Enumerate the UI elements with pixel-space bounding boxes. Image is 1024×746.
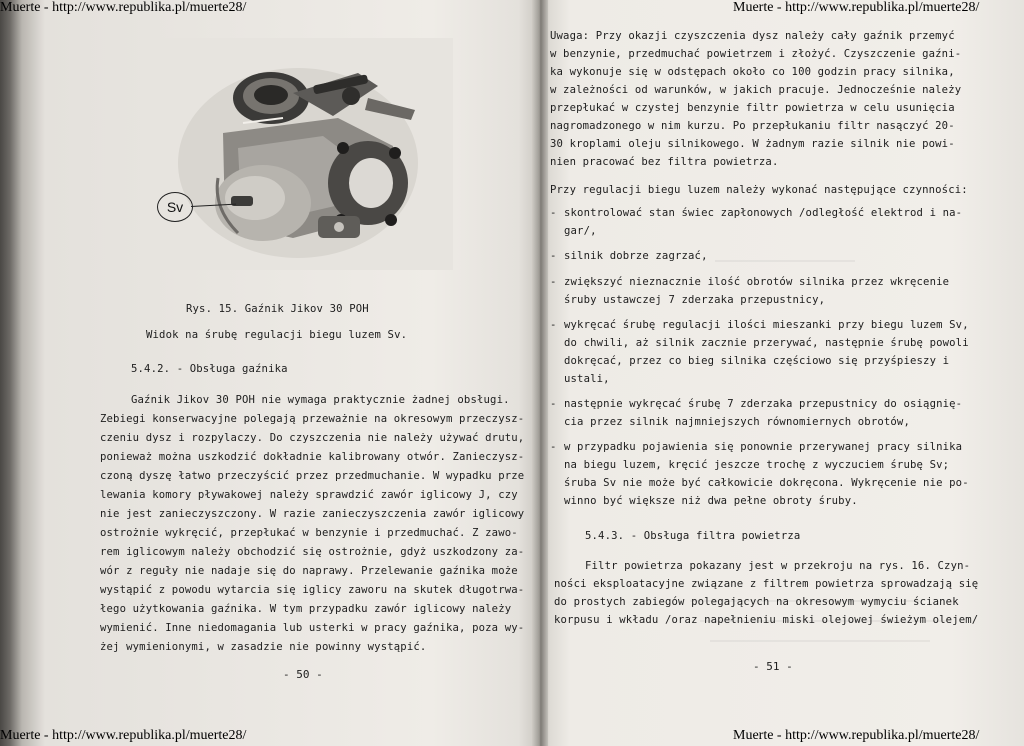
paragraph-line: korpusu i wkładu /oraz napełnieniu miski olejowej świeżym olejem/ — [554, 614, 979, 626]
list-item-line: śruba Sv nie może być całkowicie dokręcona. Wykręcenie nie po- — [564, 477, 969, 489]
watermark-top-left: Muerte - http://www.republika.pl/muerte28/ — [0, 0, 247, 15]
list-item-line: na biegu luzem, kręcić jeszcze trochę z wyczuciem śrubę Sv; — [564, 459, 950, 471]
paragraph-line: nagromadzonego w nim kurzu. Po przepłukaniu filtr nasączyć 20- — [550, 120, 955, 132]
paragraph-line: wymienić. Inne niedomagania lub usterki w pracy gaźnika, poza wy- — [100, 622, 525, 634]
list-item-line: ustali, — [564, 373, 610, 385]
paragraph-line: wystąpić z powodu wytarcia się iglicy zaworu na skutek długotrwa- — [100, 584, 525, 596]
carburetor-photo — [143, 38, 453, 270]
book-gutter — [532, 0, 548, 746]
paragraph-line: ostrożnie wykręcić, przepłukać w benzynie i przedmuchać. Z zawo- — [100, 527, 518, 539]
paragraph-line: czeniu dysz i rozpylaczy. Do czyszczenia nie należy używać drutu, — [100, 432, 525, 444]
page-number-right: - 51 - — [753, 660, 793, 673]
section-heading-5-4-2: 5.4.2. - Obsługa gaźnika — [131, 363, 288, 375]
list-item-line: śruby ustawczej 7 zderzaka przepustnicy, — [564, 294, 826, 306]
paragraph-line: nien pracować bez filtra powietrza. — [550, 156, 779, 168]
bullet-mark: - — [550, 441, 557, 453]
paragraph-line: ności eksploatacyjne związane z filtrem powietrza sprowadzają się — [554, 578, 979, 590]
paragraph-line: 30 kroplami oleju silnikowego. W żadnym razie silnik nie powi- — [550, 138, 955, 150]
paragraph-line: Gaźnik Jikov 30 POH nie wymaga praktycznie żadnej obsługi. — [131, 394, 510, 406]
list-item-line: następnie wykręcać śrubę 7 zderzaka przepustnicy do osiągnię- — [564, 398, 963, 410]
paragraph-line: łego użytkowania gaźnika. W tym przypadku zawór iglicowy należy — [100, 603, 512, 615]
bleed-through-mark — [715, 260, 855, 262]
paragraph-line: nie jest zanieczyszczony. W razie zanieczyszczenia zawór iglicowy — [100, 508, 525, 520]
bullet-mark: - — [550, 319, 557, 331]
list-item-line: cia przez silnik najmniejszych równomiernych obrotów, — [564, 416, 910, 428]
paragraph-line: Filtr powietrza pokazany jest w przekroju na rys. 16. Czyn- — [585, 560, 971, 572]
list-item-line: w przypadku pojawienia się ponownie przerywanej pracy silnika — [564, 441, 963, 453]
list-item-line: skontrolować stan świec zapłonowych /odległość elektrod i na- — [564, 207, 963, 219]
paragraph-line: ponieważ można uszkodzić dokładnie kalibrowany otwór. Zanieczysz- — [100, 451, 525, 463]
paragraph-line: ka wykonuje się w odstępach około co 100 godzin pracy silnika, — [550, 66, 955, 78]
page-number-left: - 50 - — [283, 668, 323, 681]
watermark-top-right: Muerte - http://www.republika.pl/muerte28/ — [733, 0, 980, 15]
paragraph-line: rem iglicowym należy obchodzić się ostrożnie, gdyż uszkodzony za- — [100, 546, 525, 558]
paragraph-line: wór z reguły nie nadaje się do naprawy. Przelewanie gaźnika może — [100, 565, 518, 577]
paragraph-line: Uwaga: Przy okazji czyszczenia dysz należy cały gaźnik przemyć — [550, 30, 955, 42]
figure-caption-title: Rys. 15. Gaźnik Jikov 30 POH — [186, 303, 369, 315]
carburetor-illustration — [143, 38, 453, 270]
bleed-through-mark — [710, 640, 930, 642]
list-item-line: dokręcać, przez co bieg silnika częściowo się przyśpieszy i — [564, 355, 950, 367]
bullet-mark: - — [550, 250, 557, 262]
list-item-line: gar/, — [564, 225, 597, 237]
section-heading-5-4-3: 5.4.3. - Obsługa filtra powietrza — [585, 530, 801, 542]
list-item-line: winno być większe niż dwa pełne obroty śruby. — [564, 495, 858, 507]
list-item-line: do chwili, aż silnik zacznie przerywać, następnie śrubę powoli — [564, 337, 969, 349]
list-item-line: silnik dobrze zagrzać, — [564, 250, 708, 262]
bullet-mark: - — [550, 276, 557, 288]
paragraph-line: przepłukać w czystej benzynie filtr powietrza w celu usunięcia — [550, 102, 955, 114]
paragraph-line: żej wymienionymi, w zasadzie nie powinny wystąpić. — [100, 641, 427, 653]
watermark-bottom-right: Muerte - http://www.republika.pl/muerte28/ — [733, 728, 980, 743]
paragraph-line: w zależności od warunków, w jakich pracuje. Jednocześnie należy — [550, 84, 962, 96]
list-item-line: wykręcać śrubę regulacji ilości mieszanki przy biegu luzem Sv, — [564, 319, 969, 331]
list-item-line: zwiększyć nieznacznie ilość obrotów silnika przez wkręcenie — [564, 276, 950, 288]
idle-adjustment-intro: Przy regulacji biegu luzem należy wykonać następujące czynności: — [550, 184, 968, 196]
figure-caption-subtitle: Widok na śrubę regulacji biegu luzem Sv. — [146, 329, 408, 341]
right-page — [540, 0, 1024, 746]
watermark-bottom-left: Muerte - http://www.republika.pl/muerte28/ — [0, 728, 247, 743]
paragraph-line: do prostych zabiegów polegających na okresowym wymyciu ścianek — [554, 596, 959, 608]
paragraph-line: Zebiegi konserwacyjne polegają przeważnie na okresowym przeczysz- — [100, 413, 525, 425]
paragraph-line: czoną dyszę łatwo przeczyścić przez przedmuchanie. W wypadku prze — [100, 470, 525, 482]
bullet-mark: - — [550, 398, 557, 410]
bullet-mark: - — [550, 207, 557, 219]
callout-sv-label: Sv — [157, 192, 193, 222]
paragraph-line: w benzynie, przedmuchać powietrzem i złożyć. Czyszczenie gaźni- — [550, 48, 962, 60]
paragraph-line: lewania komory pływakowej należy sprawdzić zawór iglicowy J, czy — [100, 489, 518, 501]
